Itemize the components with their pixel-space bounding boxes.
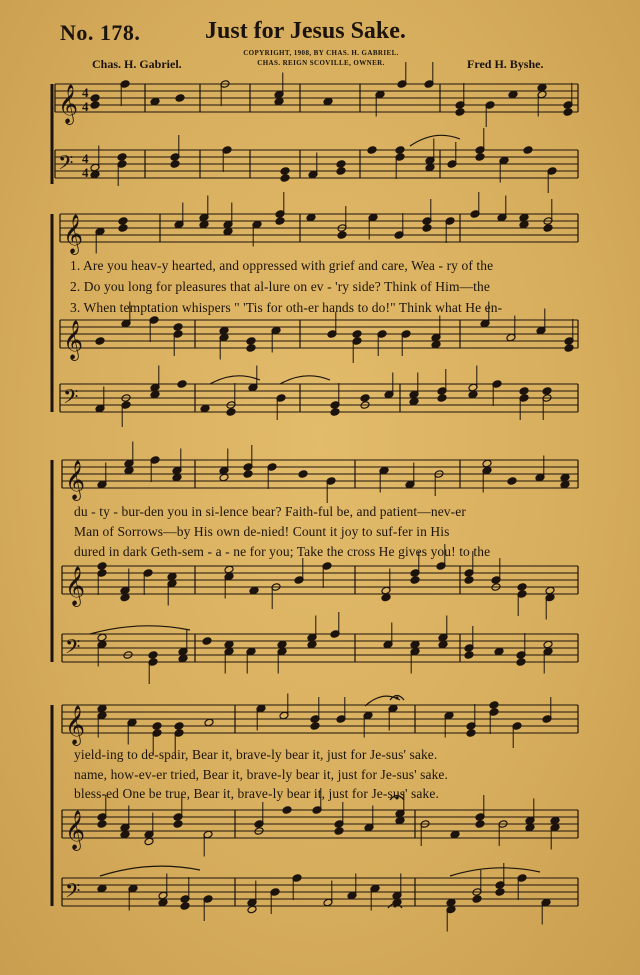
note-head bbox=[177, 380, 187, 389]
note-head bbox=[152, 722, 162, 731]
note-head bbox=[336, 167, 346, 176]
note-head bbox=[298, 470, 308, 479]
author-credit: Fred H. Byshe. bbox=[467, 57, 544, 71]
note-head bbox=[482, 459, 492, 468]
note-head bbox=[395, 146, 405, 155]
time-signature: 4 bbox=[82, 151, 89, 166]
staff bbox=[62, 705, 578, 746]
note-head bbox=[464, 651, 474, 660]
note-head bbox=[438, 640, 448, 649]
note-head bbox=[148, 651, 158, 660]
note-head bbox=[124, 466, 134, 475]
note-head bbox=[150, 390, 160, 399]
bass-clef: 𝄢 bbox=[63, 385, 79, 413]
note-head bbox=[410, 576, 420, 585]
note-head bbox=[282, 806, 292, 815]
note-head bbox=[274, 97, 284, 106]
note-head bbox=[246, 344, 256, 353]
note-head bbox=[431, 340, 441, 349]
note-head bbox=[247, 905, 257, 914]
note-head bbox=[468, 390, 478, 399]
treble-clef: 𝄞 bbox=[65, 810, 86, 850]
note-head bbox=[280, 167, 290, 176]
note-head bbox=[246, 337, 256, 346]
note-head bbox=[525, 823, 535, 832]
note-head bbox=[507, 477, 517, 486]
lyric-system3-verse3: bless-ed One be true, Bear it, brave-ly bear it, just for Je-sus' sake. bbox=[74, 786, 439, 801]
note-head bbox=[560, 473, 570, 482]
note-head bbox=[219, 326, 229, 335]
note-head bbox=[563, 108, 573, 117]
note-head bbox=[117, 153, 127, 162]
note-head bbox=[280, 174, 290, 183]
note-head bbox=[173, 323, 183, 332]
note-head bbox=[306, 213, 316, 222]
note-head bbox=[90, 170, 100, 179]
note-head bbox=[495, 888, 505, 897]
note-head bbox=[224, 565, 234, 574]
note-head bbox=[475, 153, 485, 162]
staff bbox=[62, 460, 578, 501]
lyric-system3-verse1: yield-ing to de-spair, Bear it, brave-ly bear it, just for Je-sus' sake. bbox=[74, 747, 438, 762]
slur bbox=[210, 376, 260, 384]
note-head bbox=[167, 572, 177, 581]
note-head bbox=[310, 722, 320, 731]
note-head bbox=[437, 394, 447, 403]
note-head bbox=[307, 640, 317, 649]
note-head bbox=[118, 217, 128, 226]
note-head bbox=[336, 160, 346, 169]
note-head bbox=[243, 470, 253, 479]
hymn-number: No. 178. bbox=[60, 20, 141, 45]
note-head bbox=[174, 722, 184, 731]
treble-clef: 𝄞 bbox=[65, 705, 86, 745]
composer-credit: Chas. H. Gabriel. bbox=[92, 57, 182, 71]
note-head bbox=[180, 902, 190, 911]
lyric-system2-verse3: dured in dark Geth-sem - a - ne for you; Take the cross He gives you! to the bbox=[74, 544, 491, 559]
note-head bbox=[202, 637, 212, 646]
note-head bbox=[334, 827, 344, 836]
note-head bbox=[475, 820, 485, 829]
copyright-line-2: CHAS. REIGN SCOVILLE, OWNER. bbox=[257, 59, 385, 67]
slur bbox=[410, 135, 460, 146]
hymn-title: Just for Jesus Sake. bbox=[205, 18, 406, 44]
note-head bbox=[455, 108, 465, 117]
note-head bbox=[97, 884, 107, 893]
note-head bbox=[422, 224, 432, 233]
note-head bbox=[564, 344, 574, 353]
note-head bbox=[199, 220, 209, 229]
note-head bbox=[323, 97, 333, 106]
note-head bbox=[219, 473, 229, 482]
note-head bbox=[523, 146, 533, 155]
note-head bbox=[517, 583, 527, 592]
note-head bbox=[516, 658, 526, 667]
lyric-system2-verse1: du - ty - bur-den you in si-lence bear? Faith-ful be, and patient—nev-er bbox=[74, 504, 466, 519]
slur bbox=[90, 626, 190, 634]
lyric-system1-verse3: 3. When temptation whispers " 'Tis for oth-er hands to do!" Think what He en- bbox=[70, 300, 503, 315]
note-head bbox=[175, 94, 185, 103]
staves bbox=[52, 84, 578, 908]
note-head bbox=[249, 586, 259, 595]
note-head bbox=[275, 217, 285, 226]
note-head bbox=[120, 830, 130, 839]
treble-clef: 𝄞 bbox=[65, 460, 86, 500]
slur bbox=[100, 866, 200, 876]
note-head bbox=[150, 97, 160, 106]
note-head bbox=[508, 90, 518, 99]
note-head bbox=[494, 647, 504, 656]
note-head bbox=[367, 146, 377, 155]
note-head bbox=[172, 473, 182, 482]
note-head bbox=[519, 220, 529, 229]
treble-clef: 𝄞 bbox=[63, 214, 84, 254]
note-head bbox=[337, 231, 347, 240]
note-head bbox=[543, 640, 553, 649]
note-head bbox=[560, 480, 570, 489]
time-signature: 4 bbox=[82, 85, 89, 100]
note-head bbox=[446, 898, 456, 907]
treble-clef: 𝄞 bbox=[65, 566, 86, 606]
note-head bbox=[489, 701, 499, 710]
note-head bbox=[472, 895, 482, 904]
staff bbox=[60, 320, 578, 361]
lyric-system1-verse2: 2. Do you long for pleasures that al-lure on ev - 'ry side? Think of Him—the bbox=[70, 279, 490, 294]
note-head bbox=[223, 227, 233, 236]
note-head bbox=[360, 394, 370, 403]
note-head bbox=[90, 101, 100, 110]
note-head bbox=[425, 163, 435, 172]
note-head bbox=[277, 640, 287, 649]
note-head bbox=[224, 640, 234, 649]
copyright-line-1: COPYRIGHT, 1908, BY CHAS. H. GABRIEL. bbox=[243, 49, 399, 57]
note-head bbox=[450, 830, 460, 839]
note-head bbox=[178, 654, 188, 663]
note-head bbox=[519, 213, 529, 222]
note-head bbox=[200, 404, 210, 413]
time-signature: 4 bbox=[82, 165, 89, 180]
note-head bbox=[170, 160, 180, 169]
note-head bbox=[120, 593, 130, 602]
note-head bbox=[226, 408, 236, 417]
fermata-dot bbox=[396, 697, 399, 700]
staff bbox=[62, 810, 578, 851]
note-head bbox=[95, 337, 105, 346]
note-head bbox=[545, 586, 555, 595]
note-head bbox=[204, 718, 214, 727]
treble-clef: 𝄞 bbox=[63, 320, 84, 360]
note-head bbox=[352, 330, 362, 339]
note-head bbox=[537, 83, 547, 92]
note-head bbox=[381, 593, 391, 602]
note-head bbox=[543, 224, 553, 233]
lyric-system1-verse1: 1. Are you heav-y hearted, and oppressed with grief and care, Wea - ry of the bbox=[70, 258, 494, 273]
note-head bbox=[97, 820, 107, 829]
note-head bbox=[173, 820, 183, 829]
slur bbox=[450, 868, 540, 876]
note-head bbox=[464, 576, 474, 585]
note-head bbox=[97, 562, 107, 571]
slur bbox=[280, 376, 330, 384]
note-head bbox=[144, 837, 154, 846]
treble-clef: 𝄞 bbox=[58, 84, 79, 124]
note-head bbox=[395, 816, 405, 825]
note-head bbox=[158, 898, 168, 907]
time-signature: 4 bbox=[82, 99, 89, 114]
staff bbox=[55, 84, 578, 125]
lyric-system2-verse2: Man of Sorrows—by His own de-nied! Count it joy to suf-fer in His bbox=[74, 524, 450, 539]
note-head bbox=[410, 640, 420, 649]
note-head bbox=[97, 704, 107, 713]
note-head bbox=[466, 729, 476, 738]
bass-clef: 𝄢 bbox=[65, 635, 81, 663]
lyric-system3-verse2: name, how-ev-er tried, Bear it, brave-ly bear it, just for Je-sus' sake. bbox=[74, 767, 448, 782]
bass-clef: 𝄢 bbox=[65, 879, 81, 907]
note-head bbox=[519, 387, 529, 396]
staff bbox=[60, 384, 578, 413]
note-head bbox=[409, 397, 419, 406]
note-head bbox=[330, 408, 340, 417]
note-head bbox=[118, 224, 128, 233]
note-head bbox=[97, 633, 107, 642]
note-head bbox=[90, 94, 100, 103]
note-head bbox=[542, 387, 552, 396]
bass-clef: 𝄢 bbox=[58, 151, 74, 179]
note-head bbox=[550, 816, 560, 825]
